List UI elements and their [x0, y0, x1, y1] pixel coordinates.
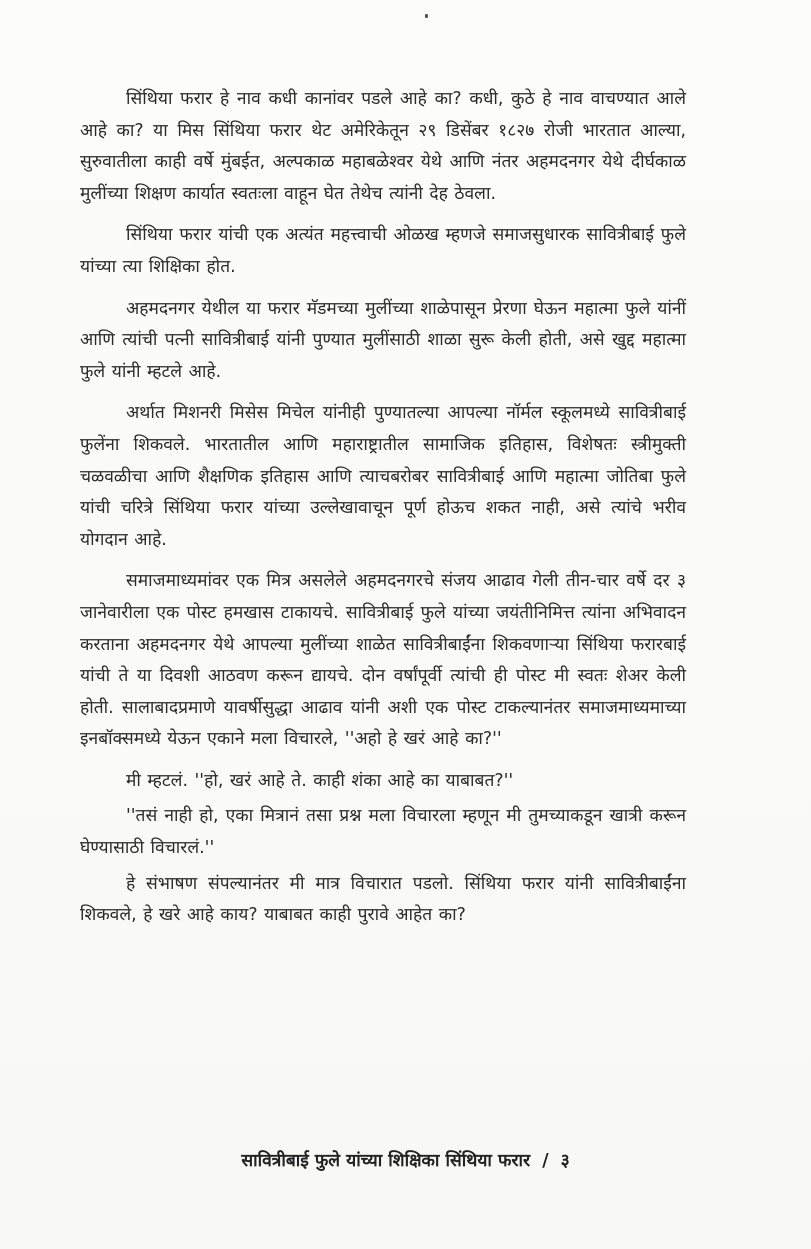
paragraph-6: मी म्हटलं. ''हो, खरं आहे ते. काही शंका आहे का याबाबत?'': [126, 770, 514, 791]
footer-separator: /: [542, 1151, 549, 1171]
page-number: ३: [560, 1151, 570, 1171]
footer-title: सावित्रीबाई फुले यांच्या शिक्षिका सिंथिया फरार: [241, 1151, 531, 1171]
paragraph-4: अर्थात मिशनरी मिसेस मिचेल यांनीही पुण्यातल्या आपल्या नॉर्मल स्कूलमध्ये सावित्रीबाई फुलेंना शिकवले. भारतातील आणि महाराष्ट्रातील सामाजिक इतिहास, विशेषतः स्त्रीमुक्ती चळवळीचा आणि शैक्षणिक इतिहास आणि त्याचबरोबर सावित्रीबाई आणि महात्मा जोतिबा फुले यांची चरित्रे सिंथिया फरार यांच्या उल्लेखावाचून पूर्ण होऊच शकत नाही, असे त्यांचे भरीव योगदान आहे.: [80, 403, 686, 550]
paragraph-1: सिंथिया फरार हे नाव कधी कानांवर पडले आहे का? कधी, कुठे हे नाव वाचण्यात आले आहे का? या मिस सिंथिया फरार थेट अमेरिकेतून २९ डिसेंबर १८२७ रोजी भारतात आल्या, सुरुवातीला काही वर्षे मुंबईत, अल्पकाळ महाबळेश्वर येथे आणि नंतर अहमदनगर येथे दीर्घकाळ मुलींच्या शिक्षण कार्यात स्वतःला वाहून घेत तेथेच त्यांनी देह ठेवला.: [80, 89, 686, 204]
paragraph-8: हे संभाषण संपल्यानंतर मी मात्र विचारात पडलो. सिंथिया फरार यांनी सावित्रीबाईंना शिकवले, हे खरे आहे काय? याबाबत काही पुरावे आहेत का?: [80, 873, 686, 926]
ink-speck: [425, 14, 428, 18]
body-text: [80, 84, 686, 942]
running-footer: [0, 1148, 811, 1172]
paragraph-3: अहमदनगर येथील या फरार मॅडमच्या मुलींच्या शाळेपासून प्रेरणा घेऊन महात्मा फुले यांनीं आणि त्यांची पत्नी सावित्रीबाई यांनी पुण्यात मुलींसाठी शाळा सुरू केली होती, असे खुद्द महात्मा फुले यांनी म्हटले आहे.: [80, 298, 686, 382]
paragraph-5: समाजमाध्यमांवर एक मित्र असलेले अहमदनगरचे संजय आढाव गेली तीन-चार वर्षे दर ३ जानेवारीला एक पोस्ट हमखास टाकायचे. सावित्रीबाई फुले यांच्या जयंतीनिमित्त त्यांना अभिवादन करताना अहमदनगर येथे आपल्या मुलींच्या शाळेत सावित्रीबाईंना शिकवणाऱ्या सिंथिया फरारबाई यांची ते या दिवशी आठवण करून द्यायचे. दोन वर्षांपूर्वी त्यांची ही पोस्ट मी स्वतः शेअर केली होती. सालाबादप्रमाणे यावर्षीसुद्धा आढाव यांनी अशी एक पोस्ट टाकल्यानंतर समाजमाध्यमाच्या इनबॉक्समध्ये येऊन एकाने मला विचारले, ''अहो हे खरं आहे का?'': [80, 571, 686, 750]
paragraph-2: सिंथिया फरार यांची एक अत्यंत महत्त्वाची ओळख म्हणजे समाजसुधारक सावित्रीबाई फुले यांच्या त्या शिक्षिका होत.: [80, 225, 686, 277]
paragraph-7: ''तसं नाही हो, एका मित्रानं तसा प्रश्न मला विचारला म्हणून मी तुमच्याकडून खात्री करून घेण्यासाठी विचारलं.'': [80, 806, 686, 859]
